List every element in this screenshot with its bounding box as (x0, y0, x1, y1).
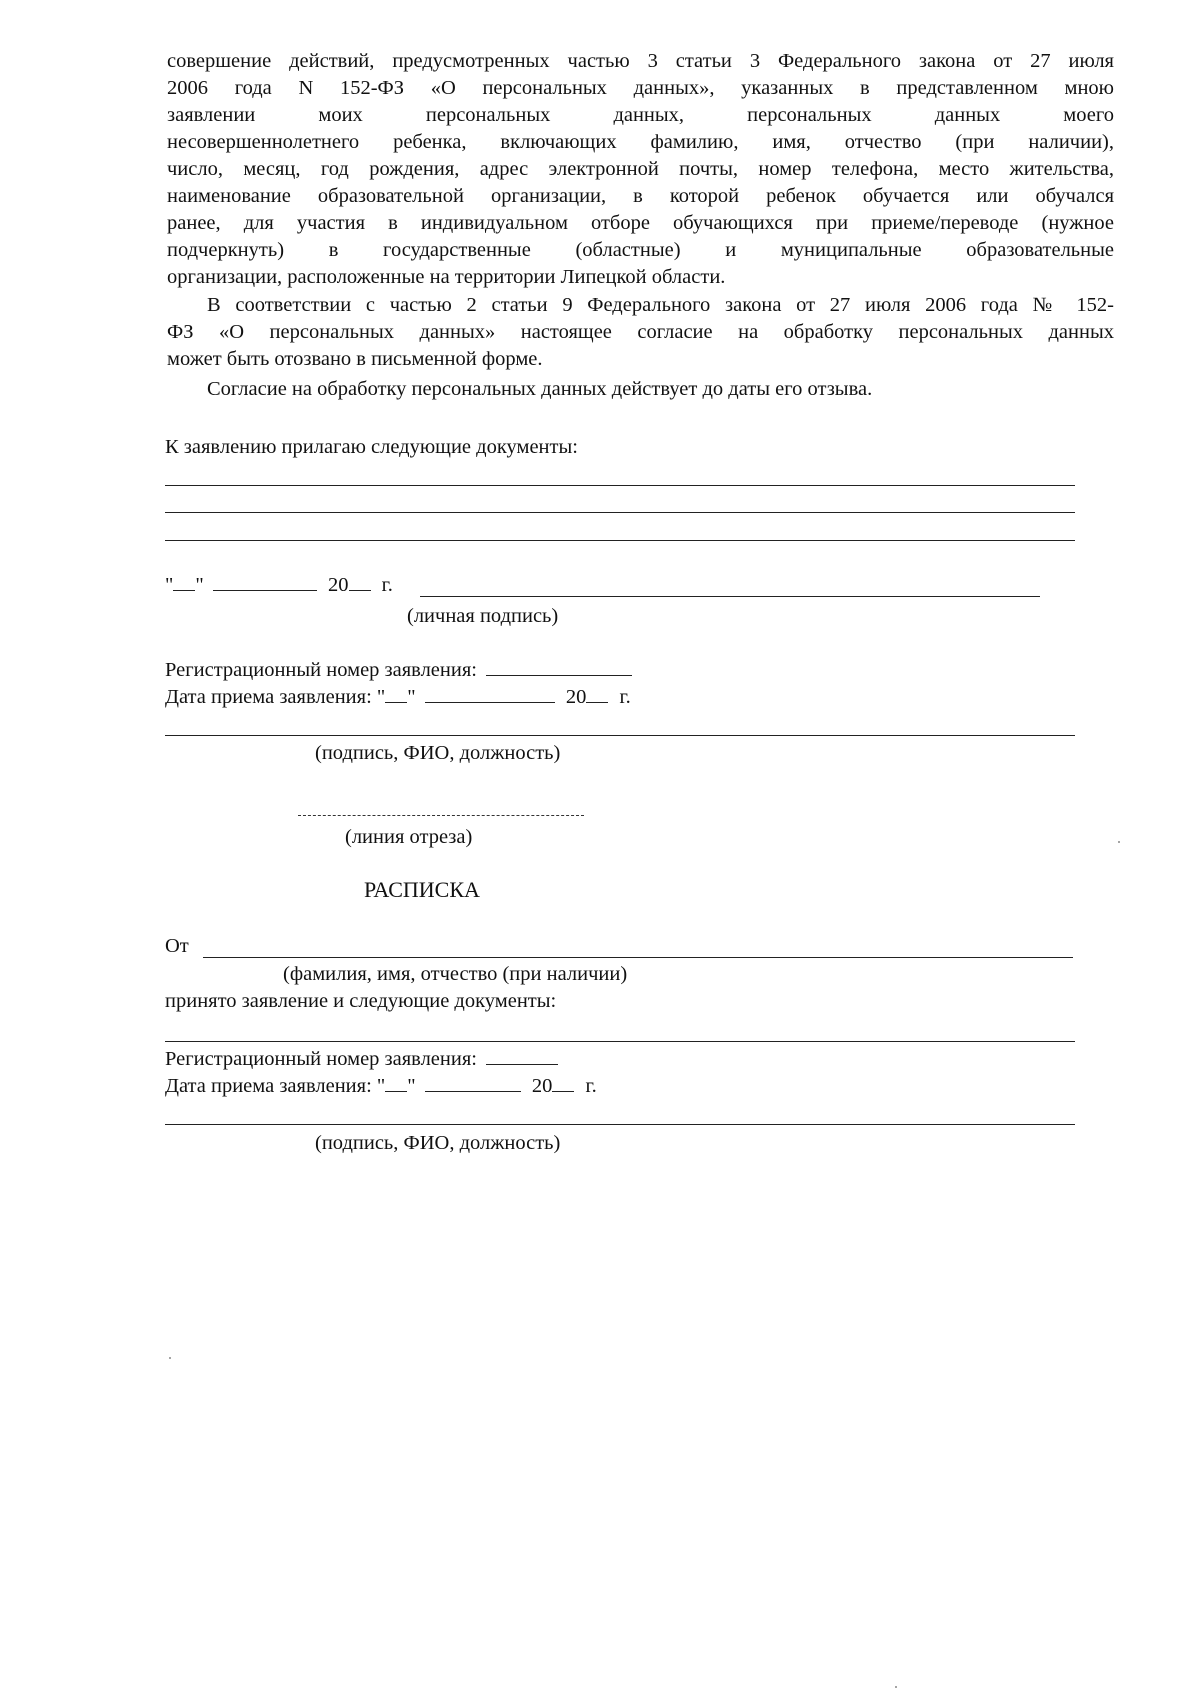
revocation-line-1: В соответствии с частью 2 статьи 9 Федерального закона от 27 июля 2006 года № 152- (207, 294, 1114, 316)
signature-day-field[interactable] (173, 572, 195, 591)
receipt-date-label: Дата приема заявления: " (165, 1075, 386, 1097)
receipt-caption: (подпись, ФИО, должность) (315, 1132, 561, 1154)
registration-year-prefix: 20 (565, 686, 587, 708)
registration-month-field[interactable] (425, 684, 555, 703)
signature-year-field[interactable] (349, 572, 371, 591)
signature-year-prefix: 20 (328, 574, 349, 596)
cut-caption: (линия отреза) (345, 826, 473, 848)
receipt-from-caption: (фамилия, имя, отчество (при наличии) (283, 963, 628, 985)
validity-text: Согласие на обработку персональных данных действует до даты его отзыва. (207, 378, 873, 400)
consent-line-2: 2006 года N 152-ФЗ «О персональных данных», указанных в представленном мною (167, 77, 1114, 99)
receipt-day-field[interactable] (385, 1073, 407, 1092)
registration-caption: (подпись, ФИО, должность) (315, 742, 561, 764)
receipt-year-prefix: 20 (531, 1075, 553, 1097)
receipt-registration-number-field[interactable] (486, 1046, 558, 1065)
registration-number-field[interactable] (486, 657, 632, 676)
receipt-date-close: " (407, 1075, 416, 1097)
registration-number-row (165, 657, 632, 683)
registration-day-field[interactable] (385, 684, 407, 703)
signature-date-row (165, 572, 393, 598)
signature-year-suffix: г. (381, 574, 393, 596)
receipt-month-field[interactable] (425, 1073, 521, 1092)
consent-line-7: ранее, для участия в индивидуальном отборе обучающихся при приеме/переводе (нужное (167, 212, 1114, 234)
consent-line-9: организации, расположенные на территории Липецкой области. (167, 266, 726, 288)
receipt-registration-number-label: Регистрационный номер заявления: (165, 1048, 477, 1070)
consent-line-5: число, месяц, год рождения, адрес электронной почты, номер телефона, место жительства, (167, 158, 1114, 180)
registration-signature-line[interactable] (165, 735, 1075, 736)
receipt-signature-line[interactable] (165, 1124, 1075, 1125)
receipt-accepted-text: принято заявление и следующие документы: (165, 990, 557, 1012)
attachments-label: К заявлению прилагаю следующие документы: (165, 436, 578, 458)
signature-caption: (личная подпись) (407, 605, 559, 627)
scan-speck (1118, 841, 1120, 843)
registration-date-label: Дата приема заявления: " (165, 686, 386, 708)
receipt-year-suffix: г. (585, 1075, 597, 1097)
receipt-documents-line[interactable] (165, 1041, 1075, 1042)
receipt-from-line[interactable] (203, 957, 1073, 958)
scan-speck (169, 1357, 171, 1359)
revocation-line-2: ФЗ «О персональных данных» настоящее согласие на обработку персональных данных (167, 321, 1114, 343)
signature-month-field[interactable] (213, 572, 317, 591)
receipt-date-row (165, 1073, 597, 1099)
registration-number-label: Регистрационный номер заявления: (165, 659, 477, 681)
receipt-registration-number-row (165, 1046, 558, 1072)
cut-line (298, 815, 584, 816)
scan-speck (895, 1686, 897, 1688)
consent-line-1: совершение действий, предусмотренных частью 3 статьи 3 Федерального закона от 27 июля (167, 50, 1114, 72)
attachments-line-3[interactable] (165, 540, 1075, 541)
attachments-line-2[interactable] (165, 512, 1075, 513)
consent-line-8: подчеркнуть) в государственные (областные) и муниципальные образовательные (167, 239, 1114, 261)
receipt-year-field[interactable] (552, 1073, 574, 1092)
attachments-line-1[interactable] (165, 485, 1075, 486)
registration-year-field[interactable] (586, 684, 608, 703)
receipt-from-label: От (165, 935, 189, 957)
consent-line-4: несовершеннолетнего ребенка, включающих фамилию, имя, отчество (при наличии), (167, 131, 1114, 153)
receipt-title: РАСПИСКА (364, 877, 480, 902)
registration-date-row (165, 684, 631, 710)
revocation-line-3: может быть отозвано в письменной форме. (167, 348, 543, 370)
date-close-quote: " (195, 574, 204, 596)
consent-line-6: наименование образовательной организации, в которой ребенок обучается или обучался (167, 185, 1114, 207)
signature-line[interactable] (420, 596, 1040, 597)
consent-line-3: заявлении моих персональных данных, персональных данных моего (167, 104, 1114, 126)
registration-date-close: " (407, 686, 416, 708)
registration-year-suffix: г. (619, 686, 631, 708)
date-open-quote: " (165, 574, 174, 596)
